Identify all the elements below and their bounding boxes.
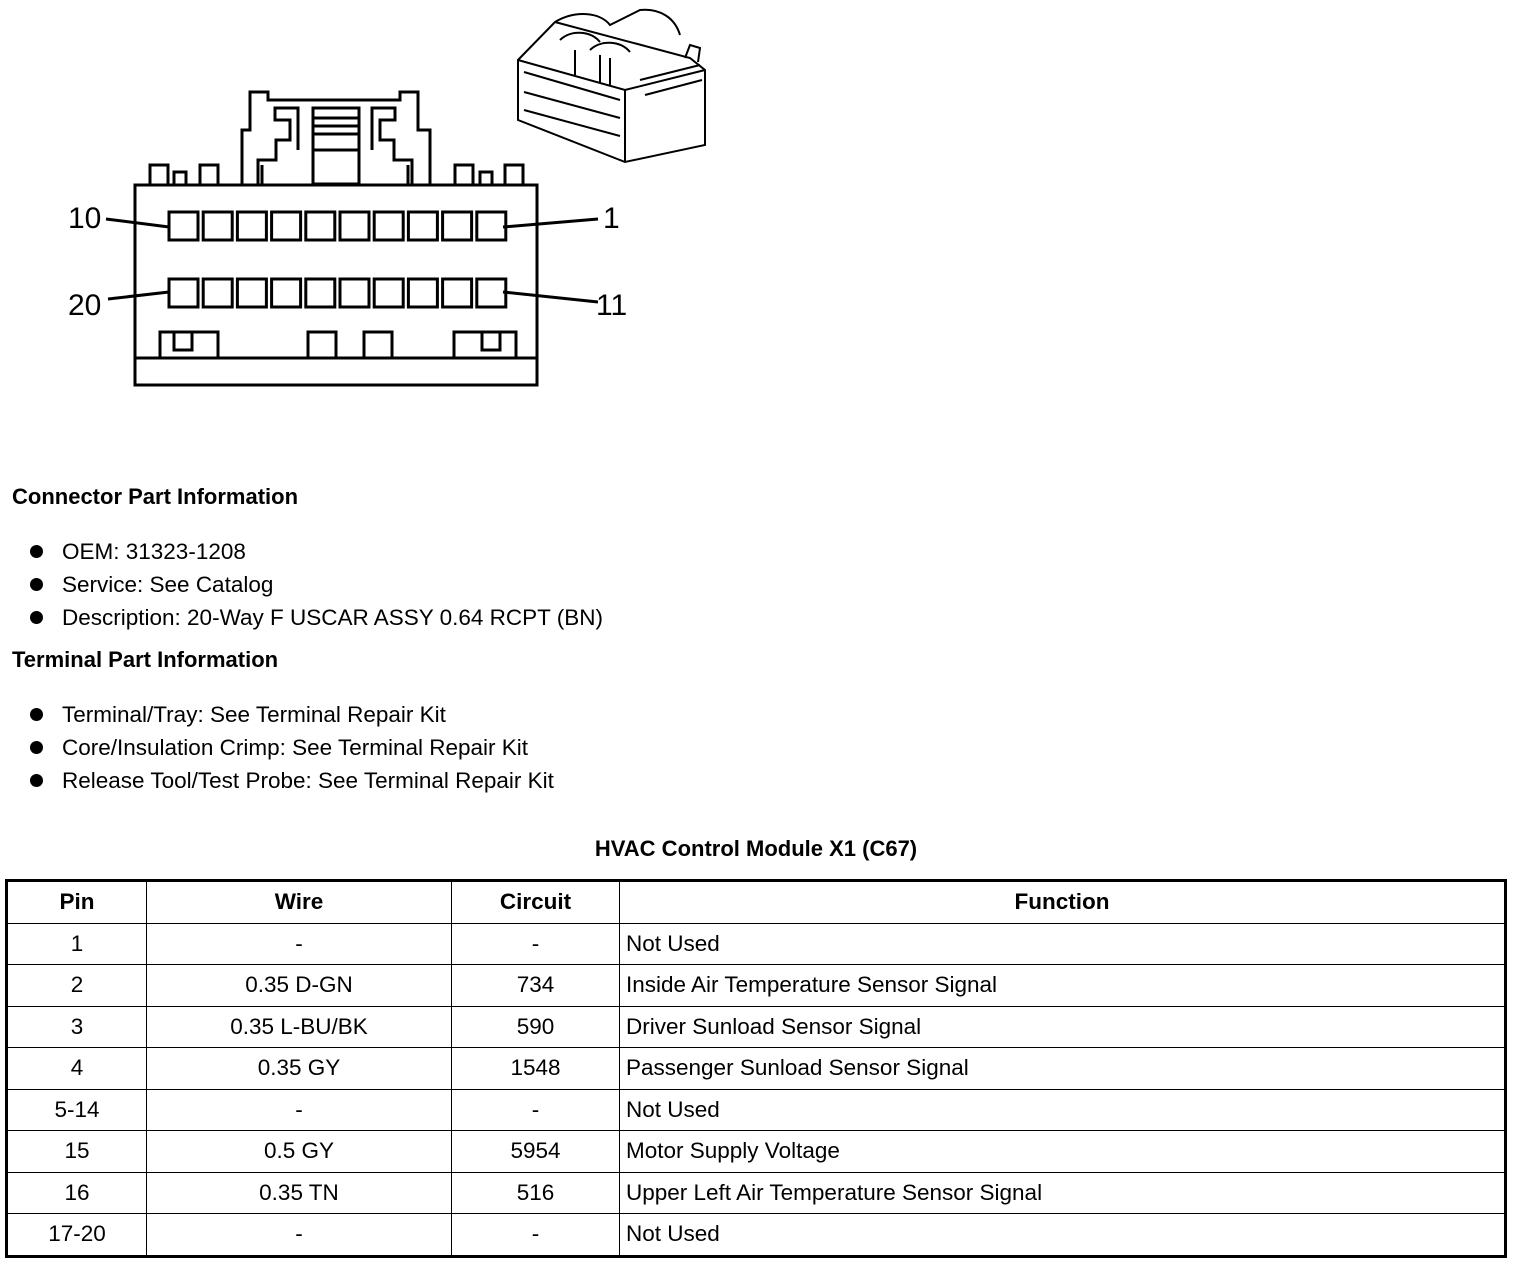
pin-cavity [169,279,198,307]
pin-cavity [477,212,506,240]
pin-cell: 2 [7,965,147,1007]
wire-cell: 0.35 GY [147,1048,452,1090]
pin-label-20: 20 [68,289,102,322]
circuit-cell: 5954 [452,1131,620,1173]
connector-part-info-title: Connector Part Information [12,484,299,509]
function-cell: Not Used [620,923,1506,965]
wire-cell: - [147,923,452,965]
pin-cavity [203,212,232,240]
function-cell: Inside Air Temperature Sensor Signal [620,965,1506,1007]
pin-cavity [408,212,437,240]
wire-cell: - [147,1214,452,1257]
function-cell: Not Used [620,1089,1506,1131]
header-circuit: Circuit [452,881,620,924]
connector-diagram [0,0,760,420]
circuit-cell: - [452,1089,620,1131]
pin-cavity [477,279,506,307]
pin-cavity [443,212,472,240]
list-item: Release Tool/Test Probe: See Terminal Repair Kit [30,764,554,797]
pin-cell: 15 [7,1131,147,1173]
pin-cavity [272,279,301,307]
wire-cell: 0.35 L-BU/BK [147,1006,452,1048]
circuit-cell: - [452,1214,620,1257]
connector-part-info-list [30,535,603,634]
pin-cavity [237,212,266,240]
list-item: Description: 20-Way F USCAR ASSY 0.64 RCPT (BN) [30,601,603,634]
pin-cavity [306,212,335,240]
circuit-cell: - [452,923,620,965]
pin-label-11: 11 [596,289,628,322]
function-cell: Upper Left Air Temperature Sensor Signal [620,1172,1506,1214]
circuit-cell: 590 [452,1006,620,1048]
circuit-cell: 734 [452,965,620,1007]
pin-cavity [203,279,232,307]
wire-cell: 0.35 D-GN [147,965,452,1007]
circuit-cell: 1548 [452,1048,620,1090]
pin-cell: 5-14 [7,1089,147,1131]
list-item: Terminal/Tray: See Terminal Repair Kit [30,698,554,731]
connector-3d-icon [518,10,705,162]
bullet-icon [30,611,43,624]
table-title: HVAC Control Module X1 (C67) [594,836,918,861]
table-row [7,1172,1506,1214]
pin-cavity [374,279,403,307]
function-cell: Motor Supply Voltage [620,1131,1506,1173]
table-row [7,965,1506,1007]
pin-cell: 17-20 [7,1214,147,1257]
pin-cavity [374,212,403,240]
function-cell: Passenger Sunload Sensor Signal [620,1048,1506,1090]
pin-cell: 4 [7,1048,147,1090]
list-item: Service: See Catalog [30,568,603,601]
pin-cavity [340,279,369,307]
pin-cavity [306,279,335,307]
bullet-icon [30,578,43,591]
table-row [7,923,1506,965]
function-cell: Driver Sunload Sensor Signal [620,1006,1506,1048]
bullet-icon [30,741,43,754]
header-wire: Wire [147,881,452,924]
list-item: Core/Insulation Crimp: See Terminal Repair Kit [30,731,554,764]
pin-cavity [443,279,472,307]
table-row [7,1006,1506,1048]
header-function: Function [620,881,1506,924]
pin-cavity [272,212,301,240]
pin-cell: 16 [7,1172,147,1214]
table-header-row [7,881,1506,924]
wire-cell: 0.35 TN [147,1172,452,1214]
pin-cavity [340,212,369,240]
wire-cell: 0.5 GY [147,1131,452,1173]
header-pin: Pin [7,881,147,924]
table-row [7,1214,1506,1257]
function-cell: Not Used [620,1214,1506,1257]
pin-label-10: 10 [68,202,102,235]
pin-cell: 1 [7,923,147,965]
table-row [7,1131,1506,1173]
bullet-icon [30,708,43,721]
pin-cavity [408,279,437,307]
pin-cavity [169,212,198,240]
pin-cell: 3 [7,1006,147,1048]
circuit-cell: 516 [452,1172,620,1214]
table-row [7,1089,1506,1131]
pin-label-1: 1 [603,202,620,235]
wire-cell: - [147,1089,452,1131]
bullet-icon [30,774,43,787]
pin-cavity [237,279,266,307]
list-item: OEM: 31323-1208 [30,535,603,568]
terminal-part-info-title: Terminal Part Information [12,647,279,672]
pin-table [5,879,1507,1258]
table-row [7,1048,1506,1090]
terminal-part-info-list [30,698,554,797]
bullet-icon [30,545,43,558]
